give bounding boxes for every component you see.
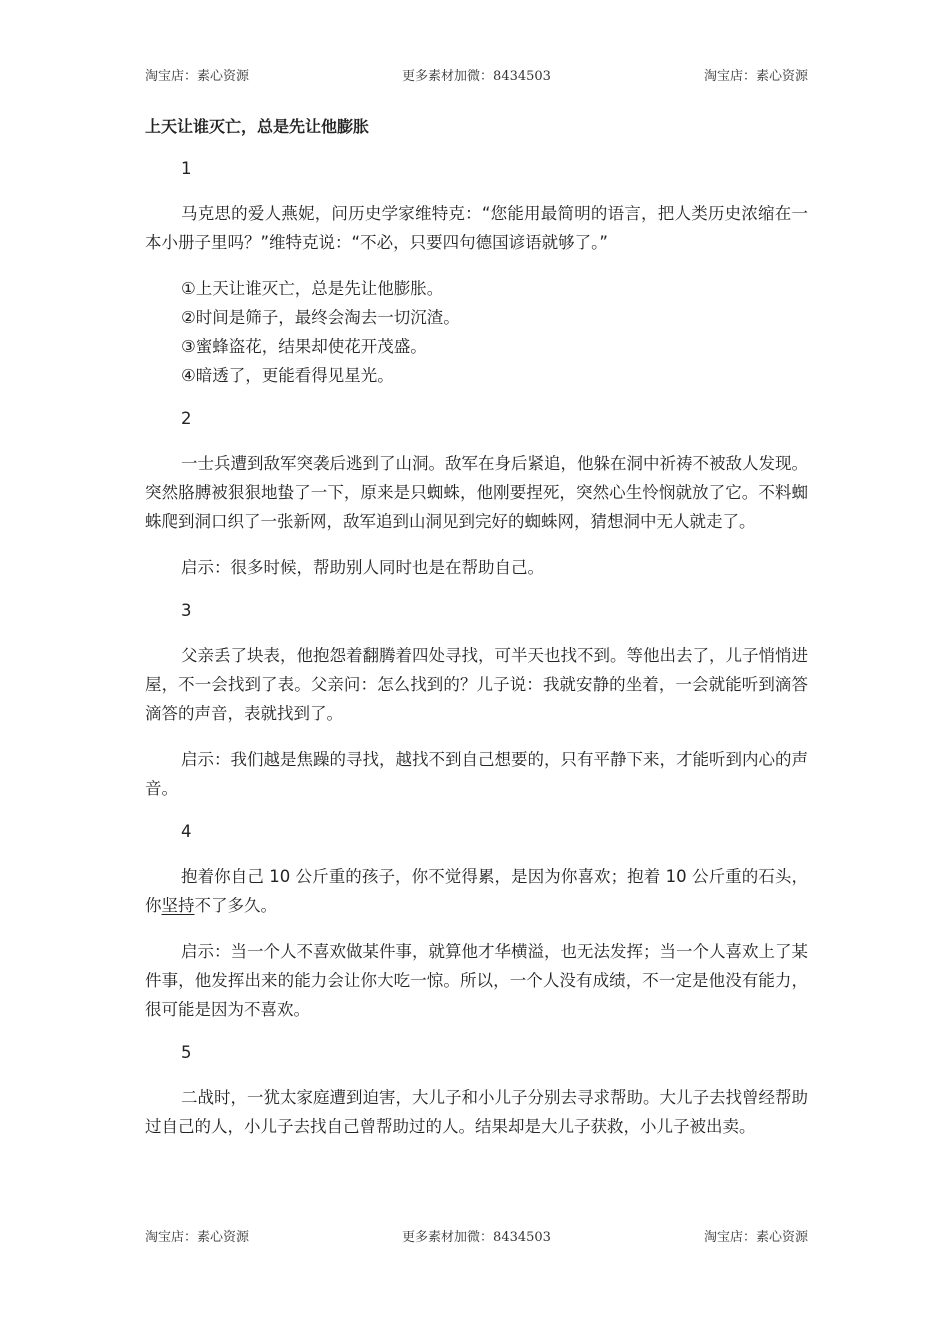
proverb-item: ②时间是筛子，最终会淘去一切沉渣。 [181, 308, 460, 327]
proverb-list [145, 274, 808, 390]
section-4-lesson: 启示：当一个人不喜欢做某件事，就算他才华横溢，也无法发挥；当一个人喜欢上了某件事，他发挥出来的能力会让你大吃一惊。所以，一个人没有成绩，不一定是他没有能力，很可能是因为不喜欢。 [145, 942, 808, 1019]
article-body [145, 115, 808, 1158]
section-5-story: 二战时，一犹太家庭遭到迫害，大儿子和小儿子分别去寻求帮助。大儿子去找曾经帮助过自己的人，小儿子去找自己曾帮助过的人。结果却是大儿子获救，小儿子被出卖。 [145, 1088, 808, 1136]
section-4-story-end: 不了多久。 [194, 896, 277, 915]
section-4-story [145, 862, 808, 920]
section-1-intro: 马克思的爱人燕妮，问历史学家维特克：“您能用最简明的语言，把人类历史浓缩在一本小册子里吗？”维特克说：“不必，只要四句德国谚语就够了。” [145, 204, 808, 252]
footer-right-text: 淘宝店：素心资源 [703, 1230, 808, 1245]
section-number-4: 4 [181, 822, 192, 841]
section-4-story-start: 抱着你自己 10 公斤重的孩子，你不觉得累，是因为你喜欢；抱着 10 公斤重的石头，你 [145, 867, 808, 915]
underlined-word: 坚持 [161, 896, 195, 915]
footer-center-text: 更多素材加微：8434503 [402, 1230, 551, 1245]
page-footer [145, 1229, 808, 1247]
section-2-story: 一士兵遭到敌军突袭后逃到了山洞。敌军在身后紧追，他躲在洞中祈祷不被敌人发现。突然胳膊被狠狠地蛰了一下，原来是只蜘蛛，他刚要捏死，突然心生怜悯就放了它。不料蜘蛛爬到洞口织了一张新网，敌军追到山洞见到完好的蜘蛛网，猜想洞中无人就走了。 [145, 454, 808, 531]
proverb-item: ④暗透了，更能看得见星光。 [181, 366, 394, 385]
footer-left-text: 淘宝店：素心资源 [145, 1230, 250, 1245]
header-right-text: 淘宝店：素心资源 [703, 69, 808, 84]
header-center-text: 更多素材加微：8434503 [402, 69, 551, 84]
article-title: 上天让谁灭亡，总是先让他膨胀 [145, 117, 370, 136]
header-left-text: 淘宝店：素心资源 [145, 69, 250, 84]
section-number-1: 1 [181, 159, 192, 178]
section-2-lesson: 启示：很多时候，帮助别人同时也是在帮助自己。 [181, 558, 544, 577]
section-number-3: 3 [181, 601, 192, 620]
section-3-lesson: 启示：我们越是焦躁的寻找，越找不到自己想要的，只有平静下来，才能听到内心的声音。 [145, 750, 808, 798]
page-header [145, 68, 808, 86]
proverb-item: ①上天让谁灭亡，总是先让他膨胀。 [181, 279, 444, 298]
section-number-2: 2 [181, 409, 192, 428]
section-number-5: 5 [181, 1043, 192, 1062]
proverb-item: ③蜜蜂盗花，结果却使花开茂盛。 [181, 337, 427, 356]
section-3-story: 父亲丢了块表，他抱怨着翻腾着四处寻找，可半天也找不到。等他出去了，儿子悄悄进屋，不一会找到了表。父亲问：怎么找到的？儿子说：我就安静的坐着，一会就能听到滴答滴答的声音，表就找到了。 [145, 646, 808, 723]
